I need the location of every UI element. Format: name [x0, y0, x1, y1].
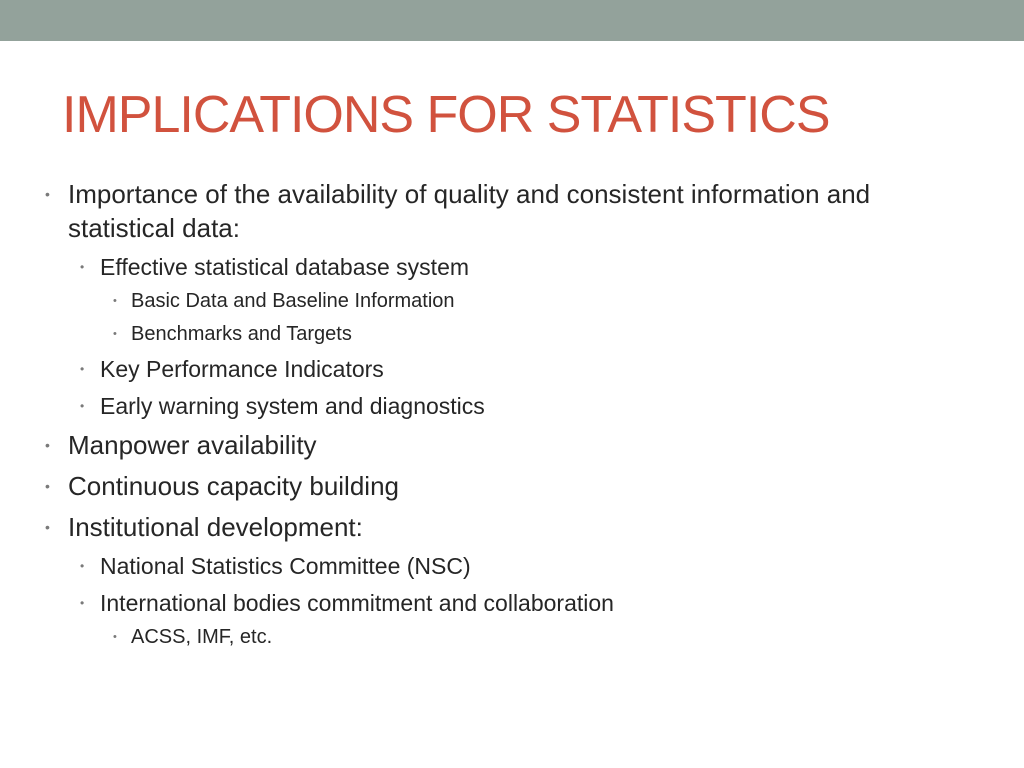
bullet-dot-icon: •: [45, 519, 50, 535]
bullet-dot-icon: •: [113, 295, 117, 307]
bullet-item: [45, 177, 870, 211]
bullet-text: Early warning system and diagnostics: [100, 393, 485, 419]
bullet-continuation: [68, 211, 240, 245]
bullet-dot-icon: •: [113, 631, 117, 643]
bullet-dot-icon: •: [113, 328, 117, 340]
bullet-dot-icon: •: [80, 362, 85, 376]
bullet-text: statistical data:: [68, 213, 240, 243]
bullet-text: Effective statistical database system: [100, 254, 470, 280]
sub-bullet-item: [80, 252, 469, 282]
bullet-text: Importance of the availability of quality and consistent information and: [68, 179, 871, 209]
bullet-text: Manpower availability: [68, 430, 317, 460]
bullet-dot-icon: •: [45, 186, 50, 202]
bullet-text: Basic Data and Baseline Information: [131, 290, 455, 312]
bullet-dot-icon: •: [80, 260, 85, 274]
slide-title: IMPLICATIONS FOR STATISTICS: [62, 86, 830, 144]
sub-bullet-item: [80, 551, 471, 581]
sub-bullet-item: [80, 588, 614, 618]
bullet-text: Benchmarks and Targets: [131, 323, 352, 345]
bullet-text: ACSS, IMF, etc.: [131, 626, 273, 648]
sub-sub-bullet-item: [113, 624, 272, 650]
bullet-text: Continuous capacity building: [68, 471, 399, 501]
bullet-dot-icon: •: [45, 478, 50, 494]
bullet-text: National Statistics Committee (NSC): [100, 553, 471, 579]
bullet-item: [45, 510, 363, 544]
sub-bullet-item: [80, 354, 384, 384]
bullet-item: [45, 469, 399, 503]
sub-sub-bullet-item: [113, 321, 352, 347]
bullet-dot-icon: •: [80, 399, 85, 413]
bullet-text: Key Performance Indicators: [100, 356, 384, 382]
bullet-text: Institutional development:: [68, 512, 363, 542]
bullet-item: [45, 428, 317, 462]
bullet-text: International bodies commitment and collaboration: [100, 590, 614, 616]
sub-bullet-item: [80, 391, 485, 421]
bullet-dot-icon: •: [80, 596, 85, 610]
bullet-dot-icon: •: [45, 437, 50, 453]
bullet-dot-icon: •: [80, 559, 85, 573]
sub-sub-bullet-item: [113, 288, 455, 314]
